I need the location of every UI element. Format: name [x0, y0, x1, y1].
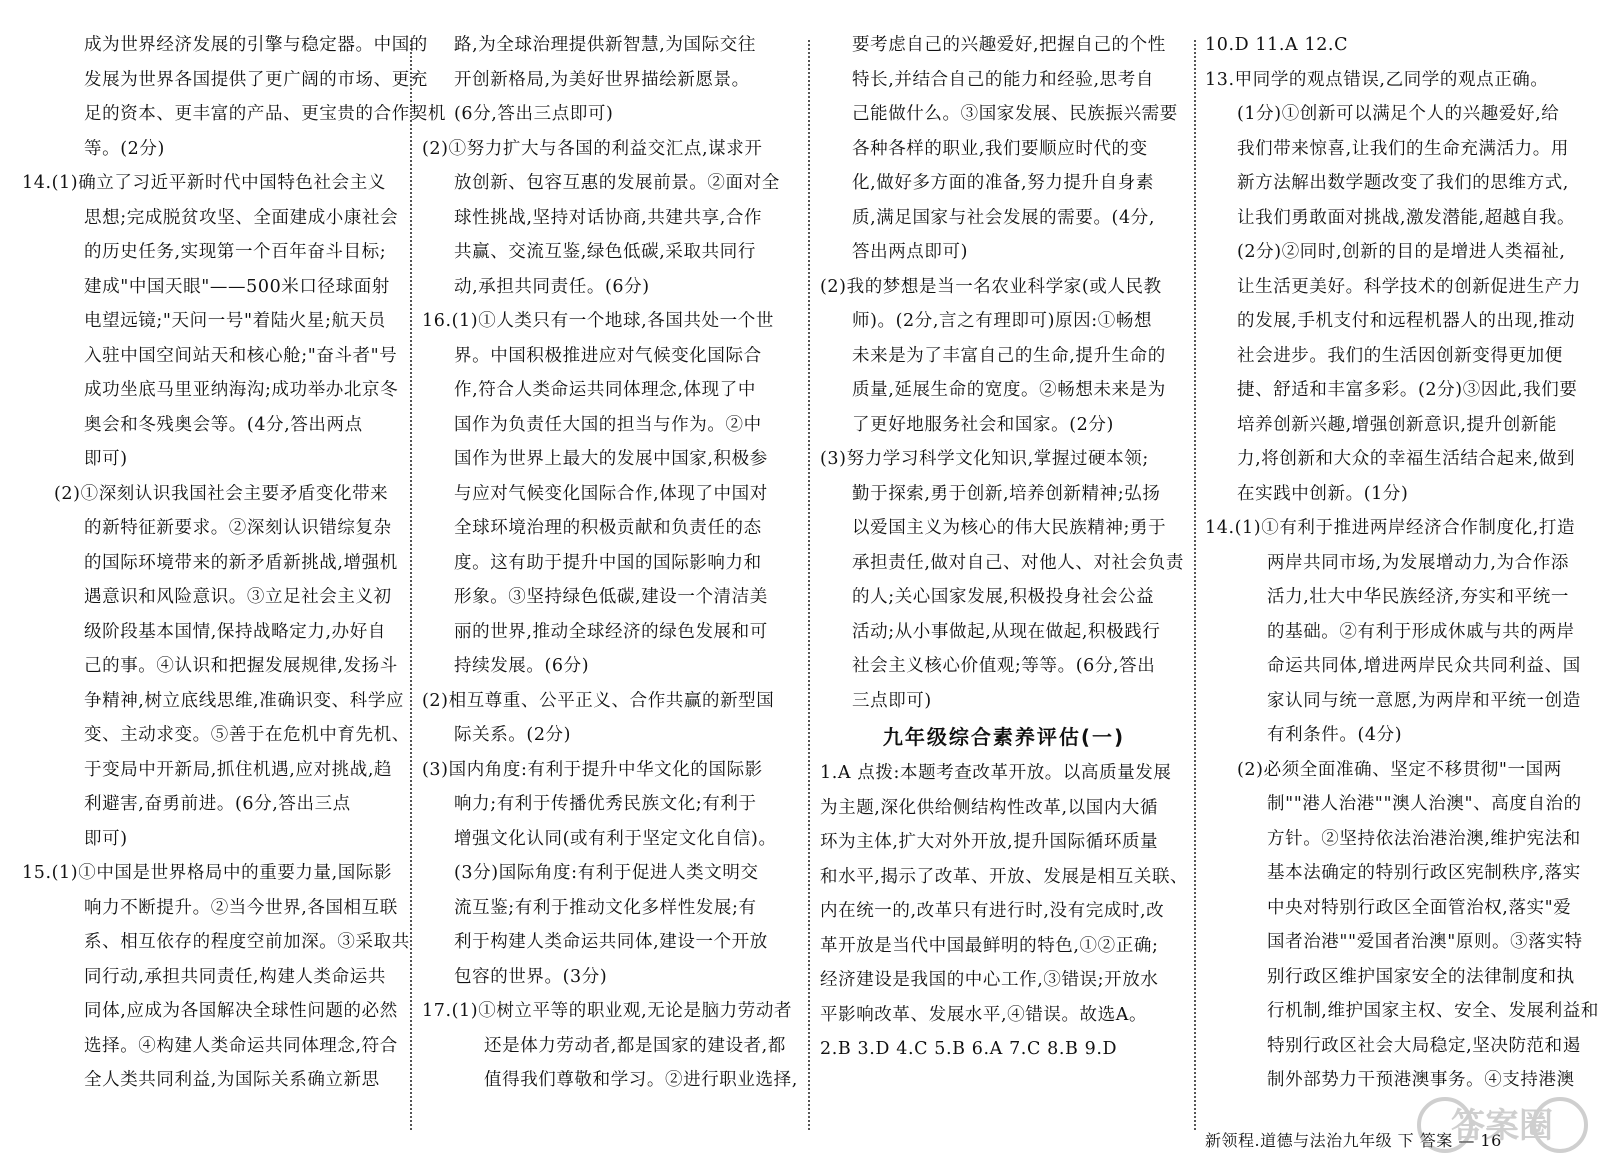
- watermark-logo: [1415, 1085, 1590, 1165]
- answer-line: 电望远镜;"天问一号"着陆火星;航天员: [84, 311, 386, 331]
- answer-line: 答出两点即可): [852, 242, 969, 262]
- answer-line: 质量,延展生命的宽度。②畅想未来是为: [852, 380, 1166, 400]
- answer-line: 变、主动求变。⑤善于在危机中育先机、: [84, 725, 410, 745]
- answer-line: 我们带来惊喜,让我们的生命充满活力。用: [1237, 138, 1569, 159]
- answer-line: 路,为全球治理提供新智慧,为国际交往: [454, 35, 756, 55]
- answer-line: 形象。③坚持绿色低碳,建设一个清洁美: [454, 587, 768, 607]
- watermark-text: 答案圈: [1451, 1106, 1553, 1146]
- answer-line: 培养创新兴趣,增强创新意识,提升创新能: [1237, 414, 1558, 435]
- answer-line: 动,承担共同责任。(6分): [454, 276, 650, 297]
- answer-line: 界。中国积极推进应对气候变化国际合: [454, 345, 762, 366]
- answer-line: 开创新格局,为美好世界描绘新愿景。: [454, 69, 750, 90]
- answer-line: 特别行政区社会大局稳定,坚决防范和遏: [1267, 1035, 1581, 1056]
- answer-line: 利避害,奋勇前进。(6分,答出三点: [84, 794, 351, 814]
- answer-line: 成为世界经济发展的引擎与稳定器。中国的: [84, 35, 428, 55]
- answer-line: 勤于探索,勇于创新,培养创新精神;弘扬: [852, 483, 1161, 504]
- column-3: [820, 28, 1188, 1067]
- answer-line: 入驻中国空间站天和核心舱;"奋斗者"号: [84, 345, 398, 366]
- answer-line: 增强文化认同(或有利于坚定文化自信)。: [454, 828, 777, 849]
- page-footer: 新领程.道德与法治九年级 下 答案 — 16: [1205, 1131, 1502, 1150]
- answer-line: 全人类共同利益,为国际关系确立新思: [84, 1070, 380, 1090]
- answer-line: (1分)①创新可以满足个人的兴趣爱好,给: [1237, 104, 1560, 124]
- answer-line: 响力;有利于传播优秀民族文化;有利于: [454, 794, 757, 814]
- answer-line: 社会主义核心价值观;等等。(6分,答出: [852, 656, 1156, 676]
- answer-line: 的发展,手机支付和远程机器人的出现,推动: [1237, 311, 1576, 331]
- answer-line: 遇意识和风险意识。③立足社会主义初: [84, 587, 392, 607]
- answer-line: 成功坐底马里亚纳海沟;成功举办北京冬: [84, 380, 399, 400]
- answer-line: 为主题,深化供给侧结构性改革,以国内大循: [820, 797, 1159, 818]
- column-2: [422, 28, 805, 1098]
- answer-line: 的新特征新要求。②深刻认识错综复杂: [84, 518, 392, 538]
- answer-line: 包容的世界。(3分): [454, 966, 608, 987]
- column-divider: [808, 40, 810, 1130]
- answer-line: 制""港人治港""澳人治澳"、高度自治的: [1267, 794, 1582, 814]
- answer-line: 了更好地服务社会和国家。(2分): [852, 414, 1114, 435]
- answer-line: 的历史任务,实现第一个百年奋斗目标;: [84, 242, 387, 262]
- answer-line: 1.A 点拨:本题考查改革开放。以高质量发展: [820, 763, 1172, 783]
- answer-line: 捷、舒适和丰富多彩。(2分)③因此,我们要: [1237, 380, 1578, 400]
- answer-line: 奥会和冬残奥会等。(4分,答出两点: [84, 414, 363, 435]
- answer-line: 系、相互依存的程度空前加深。③采取共: [84, 932, 410, 952]
- answer-line: 家认同与统一意愿,为两岸和平统一创造: [1267, 690, 1581, 711]
- answer-line: 14.(1)确立了习近平新时代中国特色社会主义: [22, 173, 386, 193]
- answer-line: 国作为世界上最大的发展中国家,积极参: [454, 449, 768, 469]
- answer-line: 力,将创新和大众的幸福生活结合起来,做到: [1237, 449, 1576, 469]
- answer-line: 于变局中开新局,抓住机遇,应对挑战,趋: [84, 759, 393, 780]
- answer-line: 己的事。④认识和把握发展规律,发扬斗: [84, 656, 398, 676]
- answer-line: 球性挑战,坚持对话协商,共建共享,合作: [454, 207, 763, 228]
- answer-line: 际关系。(2分): [454, 725, 572, 745]
- answer-line: (3)努力学习科学文化知识,掌握过硬本领;: [820, 449, 1149, 469]
- answer-line: 级阶段基本国情,保持战略定力,办好自: [84, 621, 386, 642]
- answer-line: 15.(1)①中国是世界格局中的重要力量,国际影: [22, 863, 393, 883]
- answer-line: 师)。(2分,言之有理即可)原因:①畅想: [852, 311, 1153, 331]
- answer-line: 发展为世界各国提供了更广阔的市场、更充: [84, 69, 428, 90]
- answer-line: 命运共同体,增进两岸民众共同利益、国: [1267, 656, 1581, 676]
- answer-line: 己能做什么。③国家发展、民族振兴需要: [852, 104, 1178, 124]
- answer-line: 承担责任,做对自己、对他人、对社会负责: [852, 552, 1184, 573]
- answer-line: 同行动,承担共同责任,构建人类命运共: [84, 966, 386, 987]
- answer-line: 14.(1)①有利于推进两岸经济合作制度化,打造: [1205, 518, 1576, 538]
- answer-line: 流互鉴;有利于推动文化多样性发展;有: [454, 897, 757, 918]
- answer-line: 选择。④构建人类命运共同体理念,符合: [84, 1035, 398, 1056]
- answer-line: (2)①深刻认识我国社会主要矛盾变化带来: [54, 483, 389, 504]
- answer-line: 10.D 11.A 12.C: [1205, 35, 1349, 55]
- answer-line: 让我们勇敢面对挑战,激发潜能,超越自我。: [1237, 207, 1576, 228]
- answer-line: 要考虑自己的兴趣爱好,把握自己的个性: [852, 35, 1166, 55]
- answer-line: 争精神,树立底线思维,准确识变、科学应: [84, 690, 405, 711]
- answer-line: 同体,应成为各国解决全球性问题的必然: [84, 1001, 398, 1021]
- answer-line: 与应对气候变化国际合作,体现了中国对: [454, 483, 768, 504]
- answer-line: (2分)②同时,创新的目的是增进人类福祉,: [1237, 242, 1566, 262]
- column-1: [22, 28, 446, 1098]
- answer-line: 国者治港""爱国者治澳"原则。③落实特: [1267, 932, 1583, 952]
- answer-line: 响力不断提升。②当今世界,各国相互联: [84, 897, 398, 918]
- answer-line: 未来是为了丰富自己的生命,提升生命的: [852, 345, 1166, 366]
- answer-line: (2)相互尊重、公平正义、合作共赢的新型国: [422, 690, 775, 711]
- answer-line: 的国际环境带来的新矛盾新挑战,增强机: [84, 552, 398, 573]
- answer-line: 利于构建人类命运共同体,建设一个开放: [454, 932, 768, 952]
- answer-line: 即可): [84, 828, 128, 849]
- answer-line: 环为主体,扩大对外开放,提升国际循环质量: [820, 832, 1159, 852]
- column-divider: [410, 40, 412, 1130]
- answer-line: 革开放是当代中国最鲜明的特色,①②正确;: [820, 935, 1159, 956]
- column-4: [1205, 28, 1599, 1098]
- answer-line: 平影响改革、发展水平,④错误。故选A。: [820, 1004, 1148, 1025]
- answer-line: 度。这有助于提升中国的国际影响力和: [454, 552, 762, 573]
- answer-line: 等。(2分): [84, 138, 165, 159]
- answer-line: (6分,答出三点即可): [454, 104, 614, 124]
- column-divider: [1194, 40, 1196, 1130]
- answer-line: 以爱国主义为核心的伟大民族精神;勇于: [852, 518, 1167, 538]
- answer-line: 各种各样的职业,我们要顺应时代的变: [852, 138, 1148, 159]
- answer-line: 新方法解出数学题改变了我们的思维方式,: [1237, 173, 1569, 193]
- answer-line: 2.B 3.D 4.C 5.B 6.A 7.C 8.B 9.D: [820, 1039, 1118, 1059]
- answer-line: (3)国内角度:有利于提升中华文化的国际影: [422, 759, 763, 780]
- answer-line: 在实践中创新。(1分): [1237, 483, 1409, 504]
- answer-line: 活动;从小事做起,从现在做起,积极践行: [852, 621, 1161, 642]
- answer-line: (2)必须全面准确、坚定不移贯彻"一国两: [1237, 759, 1562, 780]
- answer-line: 16.(1)①人类只有一个地球,各国共处一个世: [422, 311, 774, 331]
- answer-line: 活力,壮大中华民族经济,夯实和平统一: [1267, 587, 1569, 607]
- answer-line: 三点即可): [852, 690, 932, 711]
- answer-line: 方针。②坚持依法治港治澳,维护宪法和: [1267, 828, 1581, 849]
- answer-line: 行机制,维护国家主权、安全、发展利益和: [1267, 1001, 1599, 1021]
- answer-line: (2)①努力扩大与各国的利益交汇点,谋求开: [422, 138, 763, 159]
- answer-line: 别行政区维护国家安全的法律制度和执: [1267, 966, 1575, 987]
- answer-line: (2)我的梦想是当一名农业科学家(或人民教: [820, 276, 1162, 297]
- answer-line: 经济建设是我国的中心工作,③错误;开放水: [820, 970, 1159, 990]
- answer-line: 中央对特别行政区全面管治权,落实"爱: [1267, 897, 1572, 918]
- answer-line: (3分)国际角度:有利于促进人类文明交: [454, 863, 759, 883]
- answer-line: 社会进步。我们的生活因创新变得更加便: [1237, 345, 1563, 366]
- answer-line: 有利条件。(4分): [1267, 725, 1403, 745]
- answer-line: 特长,并结合自己的能力和经验,思考自: [852, 69, 1154, 90]
- answer-line: 共赢、交流互鉴,绿色低碳,采取共同行: [454, 242, 756, 262]
- section-heading: 九年级综合素养评估(一): [882, 725, 1126, 749]
- answer-line: 的人;关心国家发展,积极投身社会公益: [852, 587, 1155, 607]
- answer-line: 放创新、包容互惠的发展前景。②面对全: [454, 173, 780, 193]
- answer-line: 13.甲同学的观点错误,乙同学的观点正确。: [1205, 69, 1549, 90]
- answer-line: 让生活更美好。科学技术的创新促进生产力: [1237, 276, 1581, 297]
- answer-line: 基本法确定的特别行政区宪制秩序,落实: [1267, 863, 1581, 883]
- answer-line: 质,满足国家与社会发展的需要。(4分,: [852, 207, 1155, 228]
- answer-line: 持续发展。(6分): [454, 656, 590, 676]
- answer-line: 17.(1)①树立平等的职业观,无论是脑力劳动者: [422, 1001, 793, 1021]
- answer-line: 还是体力劳动者,都是国家的建设者,都: [484, 1035, 786, 1056]
- answer-line: 制外部势力干预港澳事务。④支持港澳: [1267, 1070, 1575, 1090]
- answer-line: 丽的世界,推动全球经济的绿色发展和可: [454, 621, 768, 642]
- answer-line: 思想;完成脱贫攻坚、全面建成小康社会: [84, 207, 399, 228]
- answer-line: 国作为负责任大国的担当与作为。②中: [454, 414, 762, 435]
- answer-line: 值得我们尊敬和学习。②进行职业选择,: [484, 1070, 798, 1090]
- answer-line: 建成"中国天眼"——500米口径球面射: [84, 276, 390, 297]
- answer-line: 内在统一的,改革只有进行时,没有完成时,改: [820, 901, 1165, 921]
- answer-line: 足的资本、更丰富的产品、更宝贵的合作契机: [84, 104, 446, 124]
- answer-line: 的基础。②有利于形成休戚与共的两岸: [1267, 621, 1575, 642]
- answer-line: 作,符合人类命运共同体理念,体现了中: [454, 380, 756, 400]
- answer-line: 两岸共同市场,为发展增动力,为合作添: [1267, 552, 1569, 573]
- answer-line: 全球环境治理的积极贡献和负责任的态: [454, 518, 762, 538]
- answer-line: 即可): [84, 449, 128, 469]
- answer-line: 化,做好多方面的准备,努力提升自身素: [852, 173, 1154, 193]
- answer-line: 和水平,揭示了改革、开放、发展是相互关联、: [820, 866, 1189, 887]
